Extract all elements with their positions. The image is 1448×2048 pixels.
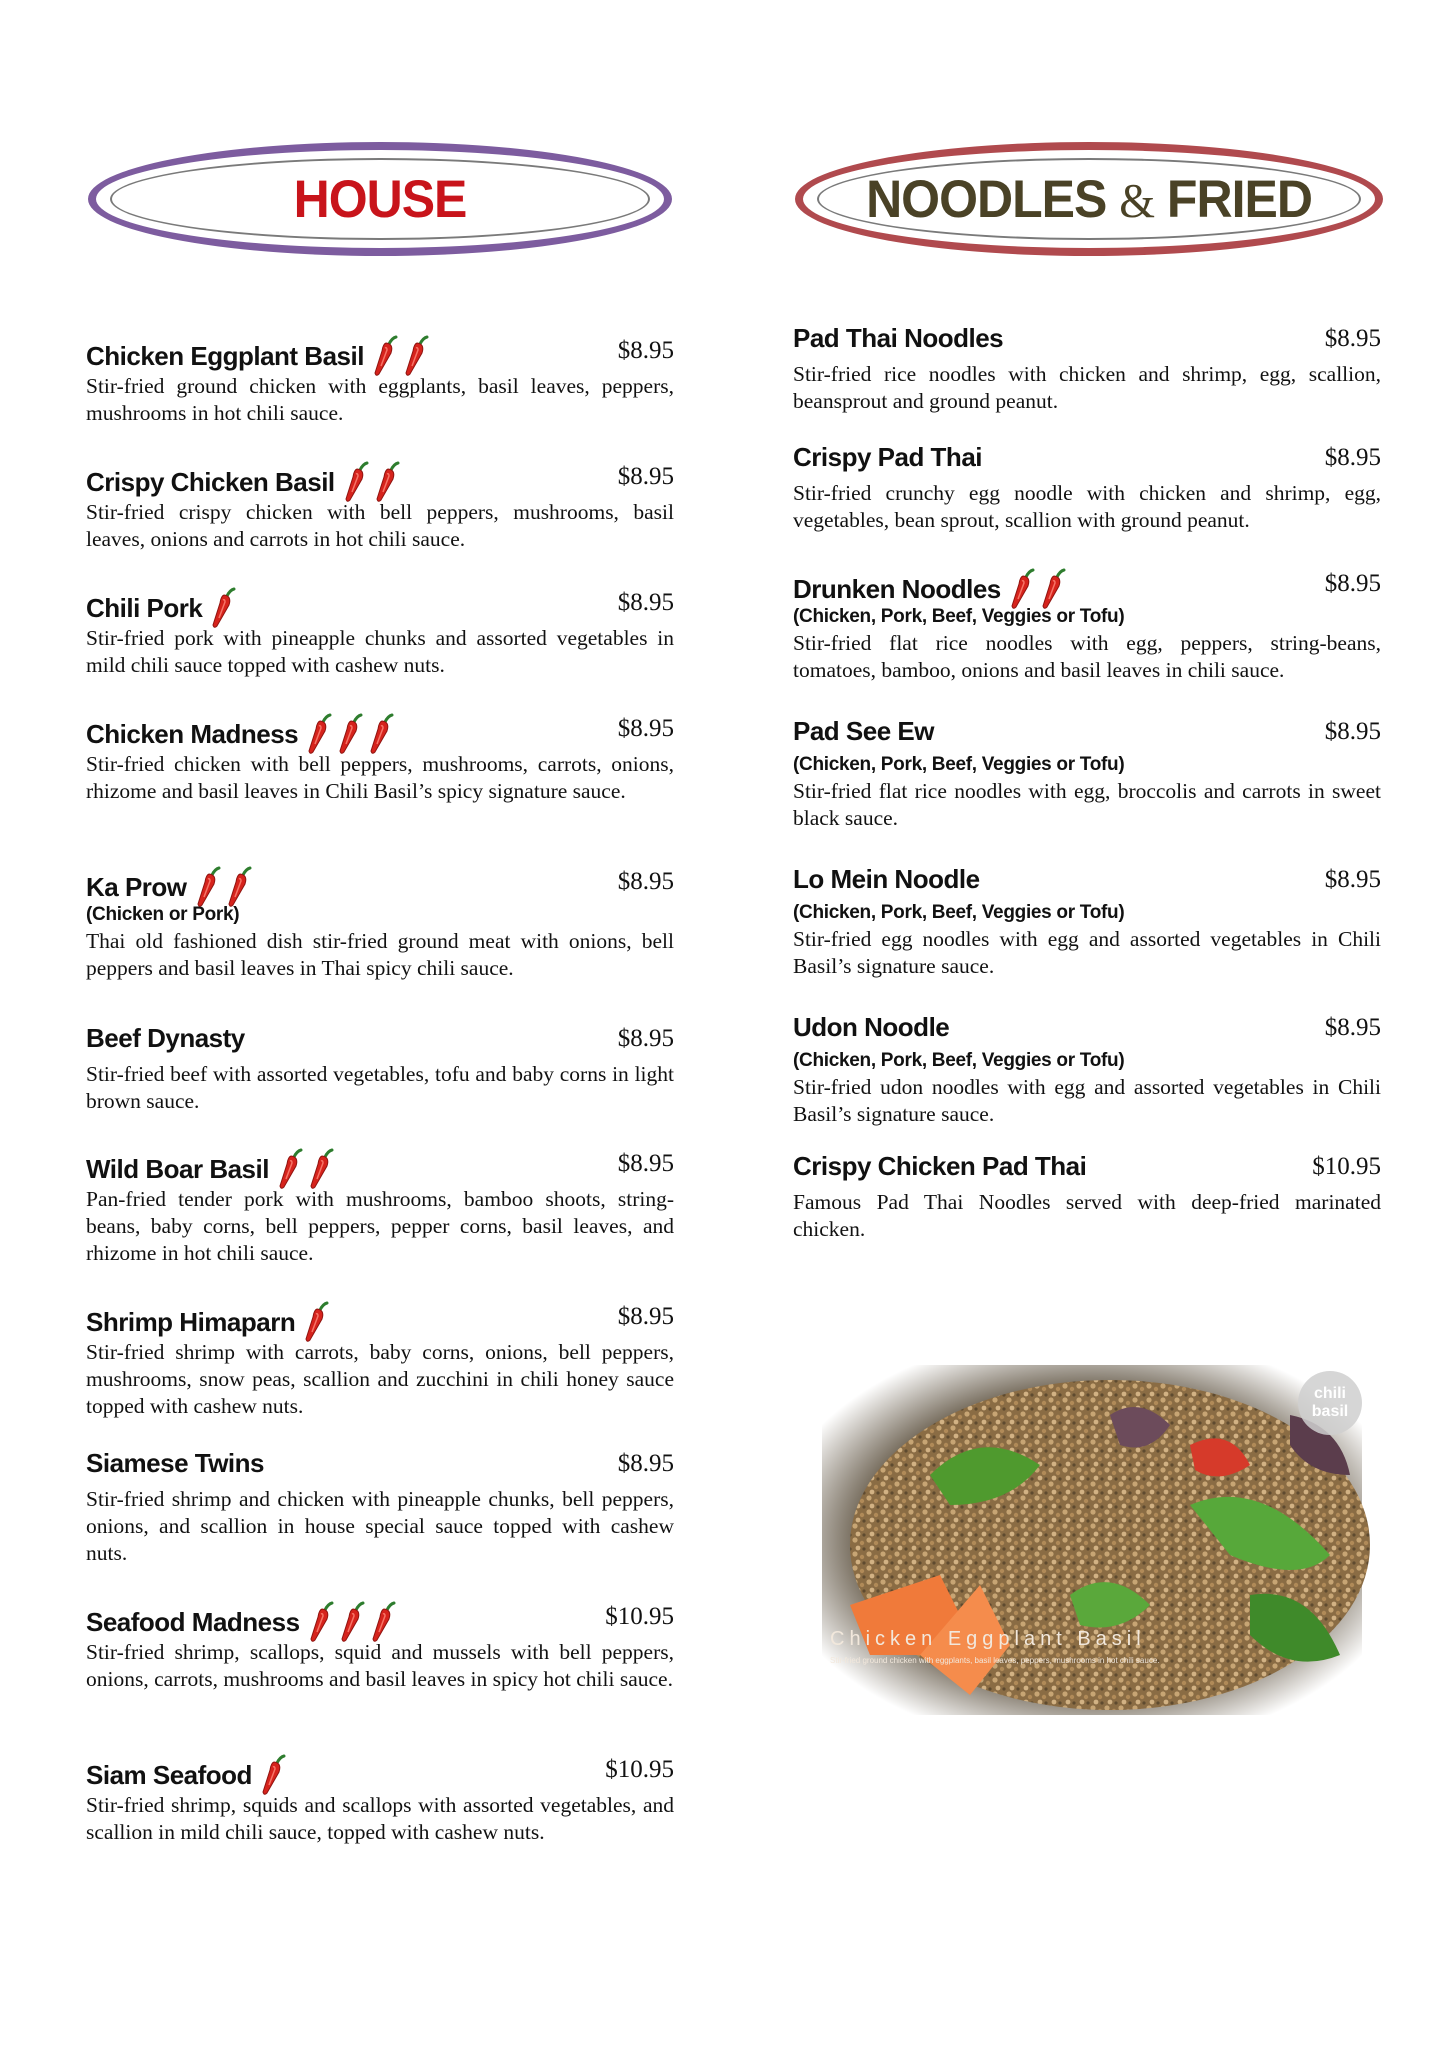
item-name: Chili Pork — [86, 592, 203, 623]
item-description: Stir-fried shrimp with carrots, baby corns, onions, bell peppers, mushrooms, snow peas, scallion and zucchini in chili honey sauce topped with cashew nuts. — [86, 1340, 674, 1418]
menu-item — [793, 568, 1381, 684]
item-price: $8.95 — [617, 337, 674, 364]
item-name: Ka Prow — [86, 871, 187, 902]
spice-level — [210, 587, 241, 629]
spice-level — [343, 461, 405, 503]
chili-pepper-icon — [368, 713, 394, 755]
item-price: $8.95 — [617, 1450, 674, 1477]
noodles-section-banner — [795, 142, 1383, 256]
chili-pepper-icon — [226, 866, 252, 908]
item-price: $8.95 — [1324, 570, 1381, 597]
item-price: $10.95 — [1312, 1153, 1381, 1180]
noodles-section-title — [866, 169, 1312, 230]
item-name: Drunken Noodles — [793, 573, 1001, 604]
item-price: $8.95 — [1324, 866, 1381, 893]
chili-pepper-icon — [195, 866, 221, 908]
spice-level — [1009, 568, 1071, 610]
menu-item — [86, 1754, 674, 1846]
item-price: $8.95 — [1324, 718, 1381, 745]
menu-item — [86, 335, 674, 427]
item-name: Seafood Madness — [86, 1606, 300, 1637]
item-price: $8.95 — [617, 1150, 674, 1177]
item-price: $8.95 — [617, 1303, 674, 1330]
menu-item — [793, 1151, 1381, 1243]
chili-pepper-icon — [337, 713, 363, 755]
item-price: $10.95 — [605, 1603, 674, 1630]
noodles-title-word: NOODLES — [866, 169, 1107, 229]
item-description: Thai old fashioned dish stir-fried ground meat with onions, bell peppers and basil leaves in Thai spicy chili sauce. — [86, 929, 674, 980]
item-name: Pad Thai Noodles — [793, 323, 1004, 353]
item-name: Siamese Twins — [86, 1448, 264, 1478]
house-section-banner — [88, 142, 672, 256]
item-description: Stir-fried flat rice noodles with egg, peppers, string-beans, tomatoes, bamboo, onions and basil leaves in chili sauce. — [793, 631, 1381, 682]
chili-pepper-icon — [210, 587, 236, 629]
menu-item — [86, 1601, 674, 1693]
spice-level — [372, 335, 434, 377]
menu-item — [793, 442, 1381, 534]
item-description: Stir-fried udon noodles with egg and assorted vegetables in Chili Basil’s signature sauce. — [793, 1075, 1381, 1126]
item-description: Stir-fried shrimp, squids and scallops with assorted vegetables, and scallion in mild chili sauce, topped with cashew nuts. — [86, 1793, 674, 1844]
item-name: Udon Noodle — [793, 1012, 950, 1042]
menu-item — [86, 1023, 674, 1115]
chili-pepper-icon — [1040, 568, 1066, 610]
item-price: $8.95 — [1324, 1014, 1381, 1041]
item-description: Stir-fried crispy chicken with bell peppers, mushrooms, basil leaves, onions and carrots in hot chili sauce. — [86, 500, 674, 551]
dish-photo — [810, 1355, 1375, 1727]
menu-item — [793, 864, 1381, 980]
item-name: Crispy Pad Thai — [793, 442, 982, 472]
item-price: $10.95 — [605, 1756, 674, 1783]
item-description: Stir-fried egg noodles with egg and assorted vegetables in Chili Basil’s signature sauce. — [793, 927, 1381, 978]
chili-pepper-icon — [339, 1601, 365, 1643]
menu-item — [86, 1148, 674, 1267]
item-description: Stir-fried crunchy egg noodle with chicken and shrimp, egg, vegetables, bean sprout, scallion with ground peanut. — [793, 481, 1381, 532]
item-protein-options: (Chicken or Pork) — [86, 904, 240, 925]
photo-caption-title: Chicken Eggplant Basil — [830, 1628, 1146, 1650]
item-protein-options: (Chicken, Pork, Beef, Veggies or Tofu) — [793, 902, 1125, 923]
item-price: $8.95 — [1324, 444, 1381, 471]
item-description: Stir-fried chicken with bell peppers, mushrooms, carrots, onions, rhizome and basil leaves in Chili Basil’s spicy signature sauce. — [86, 752, 674, 803]
chili-pepper-icon — [374, 461, 400, 503]
item-description: Pan-fried tender pork with mushrooms, bamboo shoots, string-beans, baby corns, bell peppers, pepper corns, basil leaves, and rhizome in hot chili sauce. — [86, 1187, 674, 1265]
menu-item — [86, 461, 674, 553]
item-description: Famous Pad Thai Noodles served with deep-fried marinated chicken. — [793, 1190, 1381, 1241]
item-price: $8.95 — [1324, 325, 1381, 352]
photo-caption-text: Stir-fried ground chicken with eggplants, basil leaves, peppers, mushrooms in hot chili sauce. — [830, 1656, 1160, 1665]
item-name: Lo Mein Noodle — [793, 864, 980, 894]
item-price: $8.95 — [617, 463, 674, 490]
item-name: Beef Dynasty — [86, 1023, 245, 1053]
logo-text-line2: basil — [1311, 1403, 1349, 1420]
menu-item — [86, 587, 674, 679]
chili-pepper-icon — [277, 1148, 303, 1190]
item-protein-options: (Chicken, Pork, Beef, Veggies or Tofu) — [793, 1050, 1125, 1071]
item-description: Stir-fried shrimp and chicken with pineapple chunks, bell peppers, onions, and scallion in house special sauce topped with cashew nuts. — [86, 1487, 674, 1565]
item-description: Stir-fried ground chicken with eggplants, basil leaves, peppers, mushrooms in hot chili sauce. — [86, 374, 674, 425]
chili-pepper-icon — [1009, 568, 1035, 610]
spice-level — [303, 1301, 334, 1343]
menu-item — [86, 1448, 674, 1567]
house-section-title: HOUSE — [293, 169, 467, 229]
spice-level — [260, 1754, 291, 1796]
logo-text-line1: chili — [1313, 1385, 1347, 1402]
chili-pepper-icon — [303, 1301, 329, 1343]
item-name: Crispy Chicken Pad Thai — [793, 1151, 1087, 1181]
menu-item — [793, 1012, 1381, 1128]
item-description: Stir-fried flat rice noodles with egg, broccolis and carrots in sweet black sauce. — [793, 779, 1381, 830]
spice-level — [195, 866, 257, 908]
item-price: $8.95 — [617, 715, 674, 742]
item-name: Wild Boar Basil — [86, 1153, 269, 1184]
item-description: Stir-fried pork with pineapple chunks and assorted vegetables in mild chili sauce topped with cashew nuts. — [86, 626, 674, 677]
item-name: Shrimp Himaparn — [86, 1306, 296, 1337]
chili-pepper-icon — [372, 335, 398, 377]
item-name: Pad See Ew — [793, 716, 934, 746]
item-name: Siam Seafood — [86, 1759, 252, 1790]
item-price: $8.95 — [617, 868, 674, 895]
menu-item — [793, 716, 1381, 832]
item-protein-options: (Chicken, Pork, Beef, Veggies or Tofu) — [793, 754, 1125, 775]
chili-pepper-icon — [403, 335, 429, 377]
noodles-title-ampersand: & — [1119, 173, 1155, 228]
chili-pepper-icon — [306, 713, 332, 755]
menu-item — [793, 323, 1381, 415]
item-description: Stir-fried shrimp, scallops, squid and mussels with bell peppers, onions, carrots, mushrooms and basil leaves in spicy hot chili sauce. — [86, 1640, 674, 1691]
item-description: Stir-fried beef with assorted vegetables, tofu and baby corns in light brown sauce. — [86, 1062, 674, 1113]
chili-pepper-icon — [260, 1754, 286, 1796]
menu-item — [86, 866, 674, 982]
spice-level — [308, 1601, 401, 1643]
item-protein-options: (Chicken, Pork, Beef, Veggies or Tofu) — [793, 606, 1125, 627]
item-price: $8.95 — [617, 589, 674, 616]
chili-pepper-icon — [308, 1601, 334, 1643]
item-name: Crispy Chicken Basil — [86, 466, 335, 497]
chili-pepper-icon — [308, 1148, 334, 1190]
item-name: Chicken Madness — [86, 718, 299, 749]
menu-item — [86, 1301, 674, 1420]
spice-level — [306, 713, 399, 755]
item-price: $8.95 — [617, 1025, 674, 1052]
chili-pepper-icon — [343, 461, 369, 503]
menu-item — [86, 713, 674, 805]
fried-title-word: FRIED — [1166, 169, 1312, 229]
item-name: Chicken Eggplant Basil — [86, 340, 364, 371]
item-description: Stir-fried rice noodles with chicken and shrimp, egg, scallion, beansprout and ground peanut. — [793, 362, 1381, 413]
spice-level — [277, 1148, 339, 1190]
chili-pepper-icon — [370, 1601, 396, 1643]
